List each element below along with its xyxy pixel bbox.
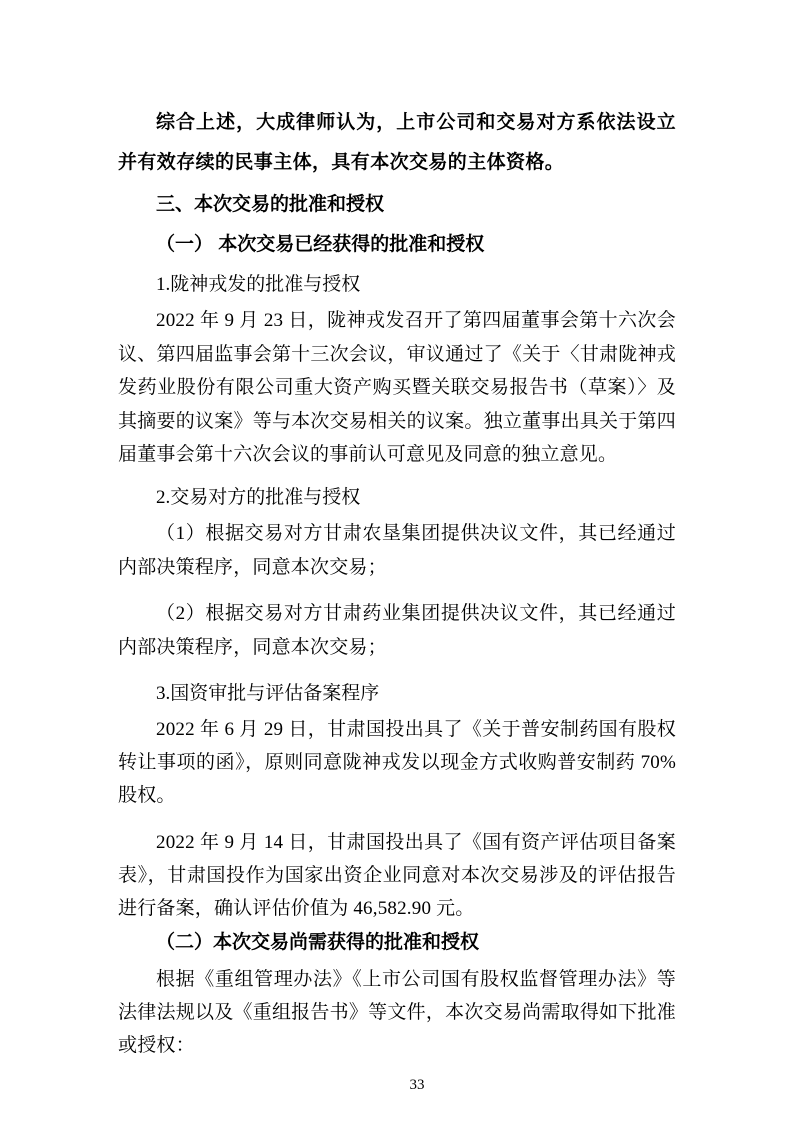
list-item-longshen-approval: 1.陇神戎发的批准与授权: [156, 274, 361, 295]
page-number: 33: [409, 1077, 425, 1093]
list-item-counterparty-approval: 2.交易对方的批准与授权: [156, 487, 361, 508]
list-item-state-asset-procedures: 3.国资审批与评估备案程序: [156, 683, 380, 704]
section-heading-approvals: 三、本次交易的批准和授权: [156, 194, 385, 215]
paragraph-board-approval: 2022 年 9 月 23 日，陇神戎发召开了第四届董事会第十六次会议、第四届监事会第十三次会议，审议通过了《关于〈甘肃陇神戎发药业股份有限公司重大资产购买暨关联交易报告书（草案）〉及其摘要的议案》等与本次交易相关的议案。独立董事出具关于第四届董事会第十六次会议的事前认可意见及同意的独立意见。: [118, 310, 676, 465]
conclusion-paragraph: 综合上述，大成律师认为，上市公司和交易对方系依法设立并有效存续的民事主体，具有本次交易的主体资格。: [118, 112, 676, 173]
paragraph-counterparty-2: （2）根据交易对方甘肃药业集团提供决议文件，其已经通过内部决策程序，同意本次交易；: [118, 603, 676, 658]
subsection-heading-obtained-approvals: （一） 本次交易已经获得的批准和授权: [156, 234, 485, 255]
paragraph-valuation-filing: 2022 年 9 月 14 日，甘肃国投出具了《国有资产评估项目备案表》，甘肃国投作为国家出资企业同意对本次交易涉及的评估报告进行备案，确认评估价值为 46,582.90 元。: [118, 832, 676, 919]
paragraph-sasac-letter: 2022 年 6 月 29 日，甘肃国投出具了《关于普安制药国有股权转让事项的函》，原则同意陇神戎发以现金方式收购普安制药 70%股权。: [118, 719, 676, 806]
subsection-heading-pending-approvals: （二）本次交易尚需获得的批准和授权: [156, 932, 480, 953]
paragraph-counterparty-1: （1）根据交易对方甘肃农垦集团提供决议文件，其已经通过内部决策程序，同意本次交易；: [118, 523, 676, 578]
paragraph-pending-approvals: 根据《重组管理办法》《上市公司国有股权监督管理办法》等法律法规以及《重组报告书》等文件，本次交易尚需取得如下批准或授权：: [118, 969, 676, 1056]
document-body: [118, 103, 676, 1096]
